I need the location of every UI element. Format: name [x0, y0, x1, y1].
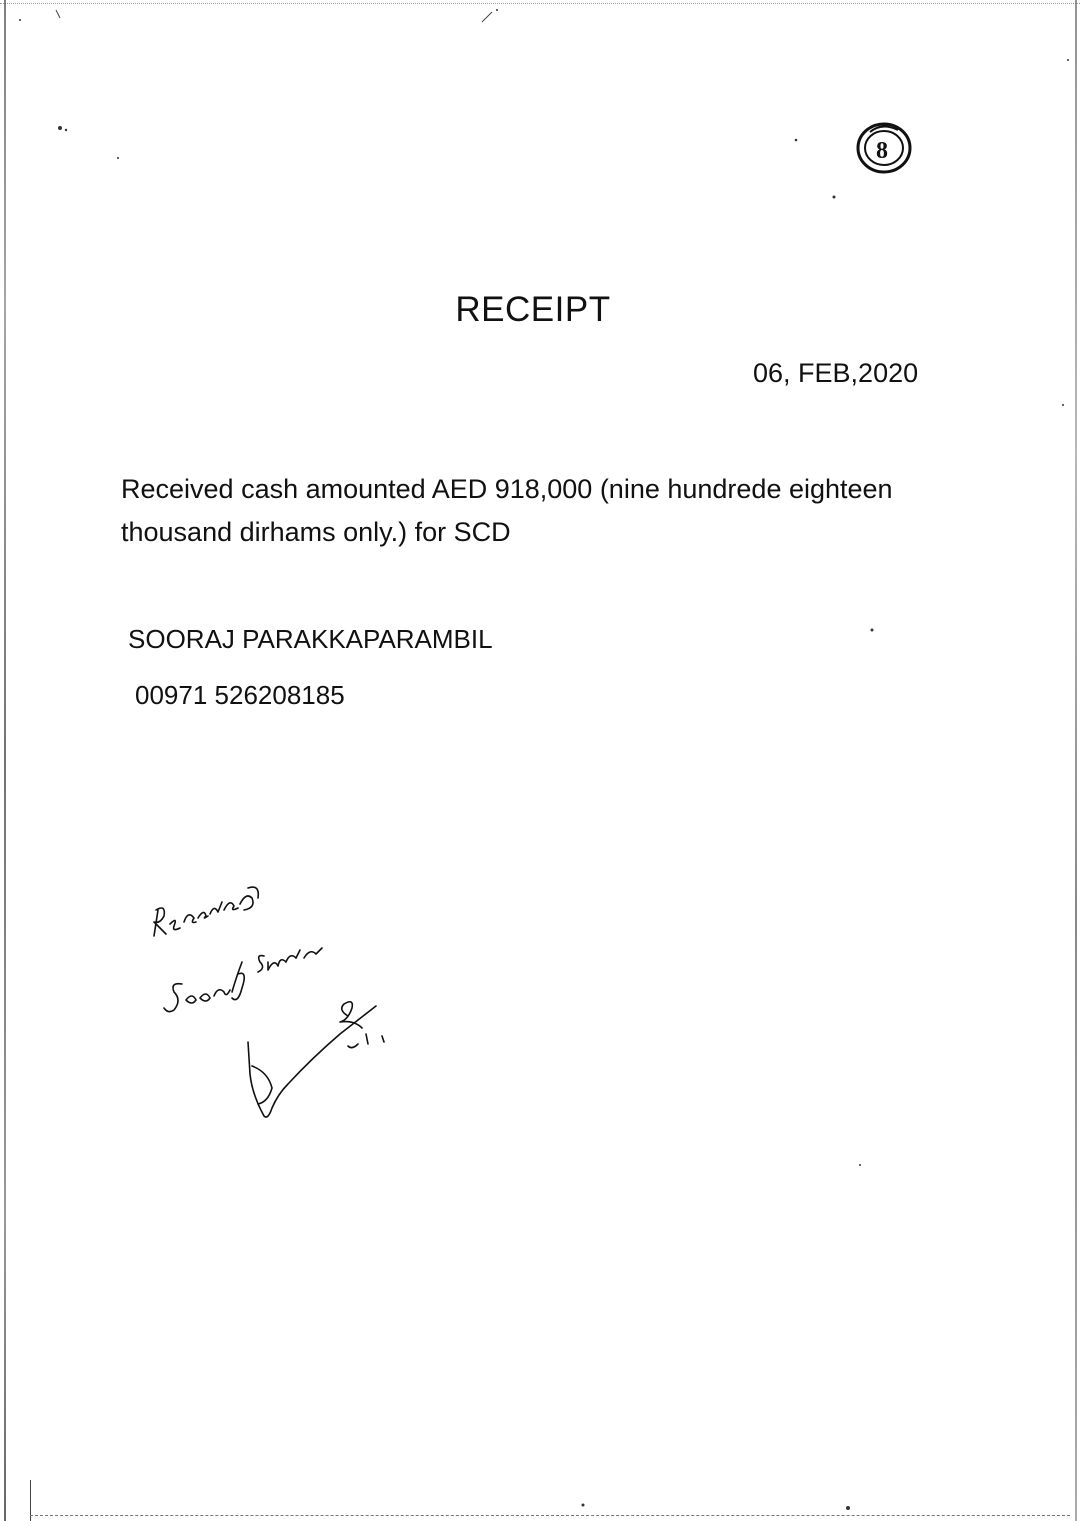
receipt-body-line-2: thousand dirhams only.) for SCD	[121, 517, 511, 547]
receipt-body	[121, 468, 971, 554]
scan-edge-bottom	[30, 1515, 1070, 1517]
scan-edge-left	[4, 0, 6, 1521]
receipt-title: RECEIPT	[455, 290, 611, 329]
circular-stamp-icon	[852, 118, 918, 178]
recipient-phone: 00971 526208185	[135, 680, 345, 710]
scan-edge-top	[0, 3, 1080, 5]
stamp-text: 8	[876, 138, 888, 164]
receipt-body-line-1: Received cash amounted AED 918,000 (nine hundrede eighteen	[121, 474, 893, 504]
receipt-date: 06, FEB,2020	[753, 358, 919, 388]
recipient-name: SOORAJ PARAKKAPARAMBIL	[128, 624, 493, 654]
handwritten-signature	[140, 858, 400, 1128]
scan-edge-right	[1075, 0, 1077, 1521]
